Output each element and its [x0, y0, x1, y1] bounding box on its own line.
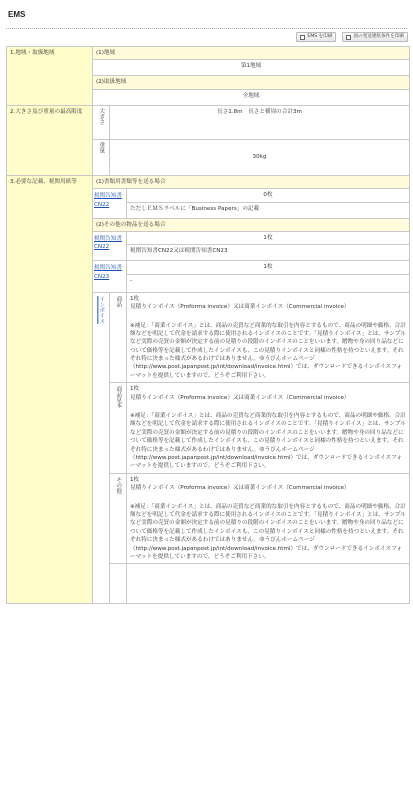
cn22-link-cell-2	[93, 231, 127, 260]
invoice-line: 見積りインボイス（Proforma invoice）又は商業インボイス（Commercial invoice）	[130, 485, 350, 492]
print-all-button[interactable]	[342, 32, 408, 42]
row-label-docs: 3.必要な記載、税関用紙等	[7, 175, 93, 604]
invoice-item-desc	[127, 473, 410, 564]
cn22-count: 1枚	[127, 231, 410, 244]
cn23-link-cell	[93, 261, 127, 292]
region-value: 第1地域	[93, 60, 410, 76]
invoice-item-label: 商品見本	[110, 383, 127, 474]
cn23-count: 1枚	[127, 261, 410, 274]
subheading-documents: (1)書類用書類等を送る場合	[93, 175, 410, 188]
invoice-count: 1枚	[130, 476, 140, 483]
invoice-spacer-label	[110, 564, 127, 604]
invoice-line: 見積りインボイス（Proforma invoice）又は商業インボイス（Commercial invoice）	[130, 304, 350, 311]
weight-label: 重量	[93, 139, 110, 175]
printer-icon	[300, 35, 305, 40]
table-row	[7, 47, 410, 60]
invoice-note: ※補足：「商業インボイス」とは、商品の売買など商業的な取引を内容とするもので、商品の明細や価格、合計額などを明記して代金を請求する際に使用されるインボイスのことです。「見積りインボイス」とは、サンプルなど実際の売買の金額が決定する前の見積りの段階のインボイスのことをいいます。贈物や身の回り品などについて価格等を記載して作成したインボイスも、この見積りインボイスと同様の性格を持つといえます。それぞれ特に決まった様式があるわけではありません。ゆうびんホームページ（http://www.post.japanpost.jp/int/download/invoice.html）では、ダウンロードできるインボイスフォーマットを提供していますので、どうぞご利用下さい。	[130, 413, 406, 470]
invoice-link-cell	[93, 292, 110, 604]
invoice-spacer	[127, 564, 410, 604]
print-ems-label: EMS を印刷	[307, 33, 333, 39]
table-row	[7, 105, 410, 139]
cn22-link-cell	[93, 189, 127, 218]
doc-text: ただしＥＭＳラベルに「Business Papers」の記載	[127, 202, 410, 218]
size-label: 大きさ	[93, 105, 110, 139]
doc-count: 0枚	[127, 189, 410, 202]
cn23-text: -	[127, 274, 410, 292]
invoice-note: ※補足：「商業インボイス」とは、商品の売買など商業的な取引を内容とするもので、商品の明細や価格、合計額などを明記して代金を請求する際に使用されるインボイスのことです。「見積りインボイス」とは、サンプルなど実際の売買の金額が決定する前の見積りの段階のインボイスのことをいいます。贈物や身の回り品などについて価格等を記載して作成したインボイスも、この見積りインボイスと同様の性格を持つといえます。それぞれ特に決まった様式があるわけではありません。ゆうびんホームページ（http://www.post.japanpost.jp/int/download/invoice.html）では、ダウンロードできるインボイスフォーマットを提供していますので、どうぞご利用下さい。	[130, 322, 406, 379]
cn22-link[interactable]: 税関告知書CN22	[94, 193, 122, 208]
cn22-text: 税関告知書CN22又は税関告知書CN23	[127, 245, 410, 261]
invoice-link[interactable]: インボイス	[98, 295, 105, 324]
cn23-link[interactable]: 税関告知書CN23	[94, 265, 122, 280]
subheading-handling-area: (2)取扱地域	[93, 76, 410, 89]
table-row	[7, 175, 410, 188]
invoice-note: ※補足：「商業インボイス」とは、商品の売買など商業的な取引を内容とするもので、商品の明細や価格、合計額などを明記して代金を請求する際に使用されるインボイスのことです。「見積りインボイス」とは、サンプルなど実際の売買の金額が決定する前の見積りの段階のインボイスのことをいいます。贈物や身の回り品などについて価格等を記載して作成したインボイスも、この見積りインボイスと同様の性格を持つといえます。それぞれ特に決まった様式があるわけではありません。ゆうびんホームページ（http://www.post.japanpost.jp/int/download/invoice.html）では、ダウンロードできるインボイスフォーマットを提供していますので、どうぞご利用下さい。	[130, 503, 406, 560]
invoice-count: 1枚	[130, 386, 140, 393]
invoice-item-desc	[127, 383, 410, 474]
size-value: 長さ1.8m 長さと横周の合計3m	[110, 105, 410, 139]
invoice-item-desc	[127, 292, 410, 383]
print-toolbar	[296, 32, 408, 42]
row-label-area: 1.地域・取扱地域	[7, 47, 93, 106]
invoice-line: 見積りインボイス（Proforma invoice）又は商業インボイス（Commercial invoice）	[130, 394, 350, 401]
invoice-count: 1枚	[130, 295, 140, 302]
page-title: EMS	[8, 10, 26, 19]
print-all-label: 国の発送連絡条件を印刷	[353, 33, 404, 39]
printer-icon	[346, 35, 351, 40]
subheading-region: (1)地域	[93, 47, 410, 60]
row-label-size: 2.大きさ及び重量の最高限度	[7, 105, 93, 175]
invoice-item-label: その他	[110, 473, 127, 564]
handling-area-value: 全地域	[93, 89, 410, 105]
weight-value: 30kg	[110, 139, 410, 175]
invoice-item-label: 商品	[110, 292, 127, 383]
title-divider	[6, 28, 407, 29]
conditions-table	[6, 46, 410, 604]
subheading-other-goods: (2)その他の物品を送る場合	[93, 218, 410, 231]
cn22-link[interactable]: 税関告知書CN22	[94, 235, 122, 251]
print-ems-button[interactable]	[296, 32, 336, 42]
